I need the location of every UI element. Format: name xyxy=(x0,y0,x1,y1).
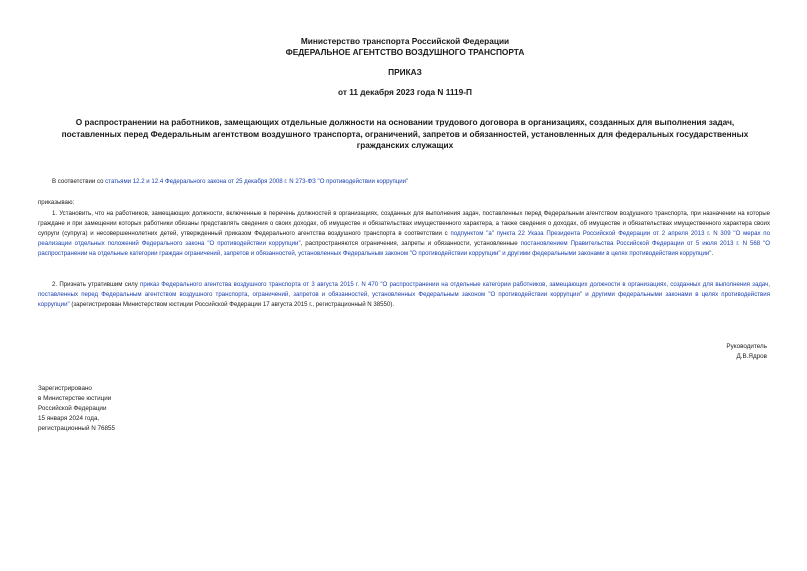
item-1-text-b: , распространяются ограничения, запреты и обязанности, установленные xyxy=(300,240,521,247)
item-1-text-c: . xyxy=(711,250,714,257)
registration-date: 15 января 2024 года, xyxy=(38,415,100,422)
registration-number: регистрационный N 76855 xyxy=(38,425,116,432)
basis-prefix: В соответствии со xyxy=(52,178,106,185)
registration-line-1: Зарегистрировано xyxy=(38,385,92,392)
item-1-paragraph xyxy=(38,209,770,259)
presidential-decree-link[interactable]: подпунктом "а" пункта 22 Указа Президента Российской Федерации от 2 апреля 2013 г. N 309 "О мерах по реализации отдельных положений Федерального закона "О противодействии коррупции" xyxy=(38,230,770,247)
signature-block xyxy=(726,342,767,362)
item-1-text-a: 1. Установить, что на работников, замещающих должности, включенные в перечень должностей в организациях, созданных для выполнения задач, поставленных перед Федеральным агентством воздушного транспорта, при назначении на которые граждане и при замещении которых работники обязаны представлять сведения о своих доходах, об имуществе и обязательствах имущественного характера, а также сведения о доходах, об имуществе и обязательствах имущественного характера своих супруги (супруга) и несовершеннолетних детей, утвержденный приказом Федерального агентства воздушного транспорта в соответствии с xyxy=(38,210,770,237)
agency-heading: ФЕДЕРАЛЬНОЕ АГЕНТСТВО ВОЗДУШНОГО ТРАНСПОРТА xyxy=(285,47,525,57)
order-subject: О распространении на работников, замещающих отдельные должности на основании трудового договора в организациях, созданных для выполнения задач, поставленных перед Федеральным агентством воздушного транспорта, ограничений, запретов и обязанностей, установленных для федеральных государственных гражданских служащих xyxy=(61,117,749,150)
repealed-order-link[interactable]: приказ Федерального агентства воздушного транспорта от 3 августа 2015 г. N 470 "О распространении на отдельные категории работников, замещающих должности в организациях, созданных для выполнения задач, поставленных перед Федеральным агентством воздушного транспорта, ограничений, запретов и обязанностей, установленных Федеральным законом "О противодействии коррупции" и другими федеральными законами в целях противодействия коррупции" xyxy=(38,281,771,308)
item-2-text-b: (зарегистрирован Министерством юстиции Российской Федерации 17 августа 2015 г., регистрационный N 38550). xyxy=(69,301,395,308)
ministry-heading: Министерство транспорта Российской Федерации xyxy=(300,36,510,46)
orders-word: приказываю: xyxy=(38,199,75,206)
item-2-text-a: 2. Признать утратившим силу xyxy=(52,281,141,288)
registration-line-3: Российской Федерации xyxy=(38,405,107,412)
signatory-name: Д.В.Ядров xyxy=(736,353,767,360)
registration-line-2: в Министерстве юстиции xyxy=(38,395,112,402)
legal-basis-paragraph xyxy=(52,177,784,187)
document-type: ПРИКАЗ xyxy=(388,67,422,77)
government-resolution-link[interactable]: постановлением Правительства Российской Федерации от 5 июля 2013 г. N 568 "О распространении на отдельные категории граждан ограничений, запретов и обязанностей, установленных Федеральным законом "О противодействии коррупции" и другими федеральными законами в целях противодействия коррупции" xyxy=(38,240,770,257)
signatory-position: Руководитель xyxy=(726,343,767,350)
order-date-number: от 11 декабря 2023 года N 1119-П xyxy=(337,87,472,97)
federal-law-link[interactable]: статьями 12.2 и 12.4 Федерального закона от 25 декабря 2008 г. N 273-ФЗ "О противодействии коррупции" xyxy=(105,178,409,185)
item-2-paragraph xyxy=(38,280,770,310)
registration-block xyxy=(38,384,115,434)
